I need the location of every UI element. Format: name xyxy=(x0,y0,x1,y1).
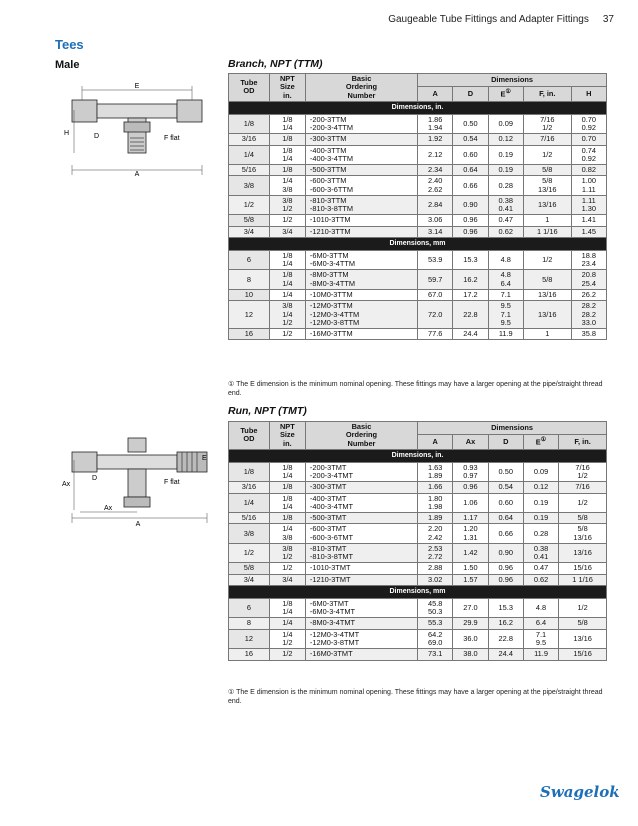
table-cell: 1/4 1/2 xyxy=(269,629,305,649)
table-cell: 0.28 xyxy=(523,524,558,544)
table-cell: -300-3TMT xyxy=(305,482,417,493)
table-cell: 0.66 xyxy=(453,176,488,196)
table-cell: 0.82 xyxy=(571,165,606,176)
table-cell: 4.8 6.4 xyxy=(488,270,523,290)
table-cell: 1 xyxy=(523,329,571,340)
table-cell: 17.2 xyxy=(453,290,488,301)
table-cell: 1.86 1.94 xyxy=(418,114,453,134)
table-cell: 0.64 xyxy=(488,513,523,524)
table-cell: -8M0-3TTM -8M0-3-4TTM xyxy=(305,270,417,290)
table-cell: 0.70 0.92 xyxy=(571,114,606,134)
table-cell: -12M0-3TTM -12M0-3-4TTM -12M0-3-8TTM xyxy=(305,301,417,329)
table-cell: -16M0-3TTM xyxy=(305,329,417,340)
table-row xyxy=(229,195,607,215)
table-cell: -12M0-3-4TMT -12M0-3-8TMT xyxy=(305,629,417,649)
table-cell: 5/8 13/16 xyxy=(559,524,607,544)
dim-e-label: E xyxy=(202,455,207,462)
table-cell: 16.2 xyxy=(488,618,523,629)
table-cell: 22.8 xyxy=(453,301,488,329)
table-cell: 1/4 xyxy=(269,290,305,301)
table-row xyxy=(229,462,607,482)
hdr-ordering: Basic Ordering Number xyxy=(305,422,417,450)
table-cell: 20.8 25.4 xyxy=(571,270,606,290)
table-cell: 1/4 3/8 xyxy=(269,524,305,544)
hdr-dimensions: Dimensions xyxy=(418,422,607,435)
table-row xyxy=(229,482,607,493)
table-cell: 3/8 xyxy=(229,176,270,196)
table-cell: 26.2 xyxy=(571,290,606,301)
table-cell: 12 xyxy=(229,301,270,329)
table-cell: 0.90 xyxy=(453,195,488,215)
table-cell: 1/8 xyxy=(269,482,305,493)
table-cell: 5/8 xyxy=(523,270,571,290)
table-cell: 0.96 xyxy=(488,563,523,574)
table-cell: 1/8 xyxy=(269,513,305,524)
table-cell: 1/8 xyxy=(269,165,305,176)
table-cell: 2.20 2.42 xyxy=(418,524,453,544)
table-cell: 36.0 xyxy=(453,629,488,649)
table-cell: 0.93 0.97 xyxy=(453,462,488,482)
table-cell: 0.09 xyxy=(488,114,523,134)
hdr-npt: NPT Size in. xyxy=(269,74,305,102)
table-cell: -10M0-3TTM xyxy=(305,290,417,301)
table-cell: 1.89 xyxy=(418,513,453,524)
hdr-ax: Ax xyxy=(453,435,488,450)
table-cell: 18.8 23.4 xyxy=(571,250,606,270)
table-cell: 0.70 xyxy=(571,134,606,145)
table-cell: 3/4 xyxy=(269,574,305,585)
ttm-table xyxy=(228,73,607,340)
table-cell: 0.19 xyxy=(488,145,523,165)
table-cell: 2.12 xyxy=(418,145,453,165)
units-label: Dimensions, in. xyxy=(229,449,607,462)
table-cell: 2.88 xyxy=(418,563,453,574)
table-cell: 7/16 1/2 xyxy=(523,114,571,134)
page-number: 37 xyxy=(602,14,614,25)
header-title: Gaugeable Tube Fittings and Adapter Fittings xyxy=(388,14,589,25)
table-cell: 1.42 xyxy=(453,543,488,563)
table-cell: 3/8 1/2 xyxy=(269,543,305,563)
table-cell: 1/8 xyxy=(229,114,270,134)
table-cell: 15.3 xyxy=(453,250,488,270)
table-cell: 1/2 xyxy=(523,145,571,165)
table-cell: 6 xyxy=(229,598,270,618)
table-cell: -400-3TMT -400-3-4TMT xyxy=(305,493,417,513)
table-cell: 9.5 7.1 9.5 xyxy=(488,301,523,329)
table-cell: 2.34 xyxy=(418,165,453,176)
hdr-d: D xyxy=(453,87,488,102)
table-cell: 55.3 xyxy=(418,618,453,629)
table-cell: 1 1/16 xyxy=(559,574,607,585)
table-cell: 8 xyxy=(229,618,270,629)
table-cell: -6M0-3TMT -6M0-3-4TMT xyxy=(305,598,417,618)
table-cell: 2.40 2.62 xyxy=(418,176,453,196)
subhead-male: Male xyxy=(55,59,80,71)
table-cell: 1.41 xyxy=(571,215,606,226)
dim-ax-bottom-label: Ax xyxy=(104,505,113,512)
table-cell: -500-3TTM xyxy=(305,165,417,176)
table-cell: 1/2 xyxy=(229,543,270,563)
units-label-row xyxy=(229,586,607,599)
table-cell: 0.74 0.92 xyxy=(571,145,606,165)
table-cell: 0.12 xyxy=(488,134,523,145)
table-cell: 1/8 1/4 xyxy=(269,598,305,618)
table-row xyxy=(229,598,607,618)
table-cell: 7/16 xyxy=(523,134,571,145)
table-row xyxy=(229,215,607,226)
table-cell: 3/16 xyxy=(229,482,270,493)
hdr-ordering: Basic Ordering Number xyxy=(305,74,417,102)
table-cell: 0.60 xyxy=(488,493,523,513)
dim-a-label: A xyxy=(134,171,140,178)
table-cell: 12 xyxy=(229,629,270,649)
table-cell: 1/2 xyxy=(269,649,305,660)
table-row xyxy=(229,574,607,585)
table-cell: 1.00 1.11 xyxy=(571,176,606,196)
table-cell: 5/8 13/16 xyxy=(523,176,571,196)
table-cell: 1.63 1.89 xyxy=(418,462,453,482)
table-row xyxy=(229,493,607,513)
table-cell: 0.54 xyxy=(488,482,523,493)
dim-f-label: F flat xyxy=(164,479,180,486)
table-cell: 1/8 1/4 xyxy=(269,250,305,270)
table-cell: 1/2 xyxy=(523,250,571,270)
table-cell: 1/8 1/4 xyxy=(269,462,305,482)
table-row xyxy=(229,114,607,134)
table-cell: 77.6 xyxy=(418,329,453,340)
table-row xyxy=(229,629,607,649)
table-cell: -6M0-3TTM -6M0-3-4TTM xyxy=(305,250,417,270)
table-cell: 4.8 xyxy=(523,598,558,618)
table-cell: 1/8 1/4 xyxy=(269,493,305,513)
table-cell: 1 1/16 xyxy=(523,226,571,237)
table-cell: 13/16 xyxy=(523,195,571,215)
table-cell: 1.45 xyxy=(571,226,606,237)
table-cell: 3.02 xyxy=(418,574,453,585)
hdr-a: A xyxy=(418,435,453,450)
table-cell: 6 xyxy=(229,250,270,270)
table-cell: 13/16 xyxy=(559,543,607,563)
table-cell: 8 xyxy=(229,270,270,290)
units-label: Dimensions, in. xyxy=(229,101,607,114)
table-cell: 0.19 xyxy=(488,165,523,176)
table-cell: 0.47 xyxy=(523,563,558,574)
table-cell: 1/8 xyxy=(269,134,305,145)
table-cell: 1.92 xyxy=(418,134,453,145)
table-cell: 4.8 xyxy=(488,250,523,270)
table-cell: 0.38 0.41 xyxy=(488,195,523,215)
table-cell: 0.47 xyxy=(488,215,523,226)
table-cell: 7/16 xyxy=(559,482,607,493)
dim-h-label: H xyxy=(64,130,70,137)
table-cell: 72.0 xyxy=(418,301,453,329)
table-cell: 27.0 xyxy=(453,598,488,618)
table-cell: -500-3TMT xyxy=(305,513,417,524)
table-cell: -1010-3TMT xyxy=(305,563,417,574)
table-cell: -400-3TTM -400-3-4TTM xyxy=(305,145,417,165)
ttm-footnote: ① The E dimension is the minimum nominal opening. These fittings may have a larger opening at the pipe/straight thread end. xyxy=(228,381,603,398)
table-cell: -200-3TMT -200-3-4TMT xyxy=(305,462,417,482)
units-label-row xyxy=(229,101,607,114)
table-row xyxy=(229,250,607,270)
table-cell: 5/8 xyxy=(523,165,571,176)
table-cell: 0.64 xyxy=(453,165,488,176)
table-cell: 1.06 xyxy=(453,493,488,513)
table-cell: -810-3TMT -810-3-8TMT xyxy=(305,543,417,563)
table-row xyxy=(229,145,607,165)
table-cell: 16 xyxy=(229,329,270,340)
table-cell: 5/16 xyxy=(229,513,270,524)
tmt-title: Run, NPT (TMT) xyxy=(228,405,307,417)
table-cell: 1/8 1/4 xyxy=(269,145,305,165)
table-cell: 10 xyxy=(229,290,270,301)
table-cell: 1/4 3/8 xyxy=(269,176,305,196)
table-row xyxy=(229,329,607,340)
table-cell: 0.96 xyxy=(453,226,488,237)
table-cell: 0.28 xyxy=(488,176,523,196)
table-cell: 0.90 xyxy=(488,543,523,563)
table-row xyxy=(229,134,607,145)
units-label: Dimensions, mm xyxy=(229,238,607,251)
table-row xyxy=(229,226,607,237)
table-cell: 1/2 xyxy=(559,598,607,618)
table-cell: 0.19 xyxy=(523,513,558,524)
hdr-tube-od: Tube OD xyxy=(229,74,270,102)
table-row xyxy=(229,563,607,574)
table-row xyxy=(229,618,607,629)
dim-ax-left-label: Ax xyxy=(62,481,71,488)
table-cell: 1.11 1.30 xyxy=(571,195,606,215)
table-cell: -810-3TTM -810-3-8TTM xyxy=(305,195,417,215)
table-cell: 0.96 xyxy=(453,215,488,226)
dim-d-label: D xyxy=(94,133,100,140)
table-cell: -1210-3TMT xyxy=(305,574,417,585)
table-cell: 0.96 xyxy=(453,482,488,493)
table-cell: 3.06 xyxy=(418,215,453,226)
hdr-h: H xyxy=(571,87,606,102)
table-cell: -1210-3TTM xyxy=(305,226,417,237)
table-cell: 0.60 xyxy=(453,145,488,165)
table-cell: 1/8 1/4 xyxy=(269,114,305,134)
table-cell: 45.8 50.3 xyxy=(418,598,453,618)
table-cell: 0.54 xyxy=(453,134,488,145)
section-title: Tees xyxy=(55,37,84,52)
table-cell: 29.9 xyxy=(453,618,488,629)
table-cell: 28.2 28.2 33.0 xyxy=(571,301,606,329)
table-cell: 53.9 xyxy=(418,250,453,270)
table-cell: 2.84 xyxy=(418,195,453,215)
units-label: Dimensions, mm xyxy=(229,586,607,599)
table-cell: 3/4 xyxy=(269,226,305,237)
table-cell: 1.50 xyxy=(453,563,488,574)
table-cell: 3/8 1/4 1/2 xyxy=(269,301,305,329)
table-cell: 0.09 xyxy=(523,462,558,482)
table-cell: 1/8 1/4 xyxy=(269,270,305,290)
table-cell: 1 xyxy=(523,215,571,226)
table-cell: -300-3TTM xyxy=(305,134,417,145)
swagelok-logo: Swagelok xyxy=(540,783,620,801)
table-cell: 1.80 1.98 xyxy=(418,493,453,513)
hdr-e: E① xyxy=(488,87,523,102)
table-cell: 73.1 xyxy=(418,649,453,660)
table-cell: 64.2 69.0 xyxy=(418,629,453,649)
table-cell: 1/4 xyxy=(229,145,270,165)
table-cell: 1.17 xyxy=(453,513,488,524)
hdr-f: F, in. xyxy=(523,87,571,102)
page-header xyxy=(388,14,614,25)
table-row xyxy=(229,649,607,660)
table-cell: 5/8 xyxy=(559,513,607,524)
table-cell: 3/4 xyxy=(229,226,270,237)
table-cell: 24.4 xyxy=(453,329,488,340)
table-cell: 5/8 xyxy=(229,563,270,574)
table-cell: 13/16 xyxy=(559,629,607,649)
table-cell: 1.66 xyxy=(418,482,453,493)
table-cell: 1/2 xyxy=(269,563,305,574)
table-cell: 7.1 xyxy=(488,290,523,301)
table-cell: 3/4 xyxy=(229,574,270,585)
table-cell: 13/16 xyxy=(523,301,571,329)
table-row xyxy=(229,270,607,290)
table-cell: 16 xyxy=(229,649,270,660)
table-cell: 1/2 xyxy=(269,329,305,340)
units-label-row xyxy=(229,449,607,462)
table-cell: -600-3TMT -600-3-6TMT xyxy=(305,524,417,544)
table-cell: 1/2 xyxy=(229,195,270,215)
table-row xyxy=(229,176,607,196)
table-cell: 3/16 xyxy=(229,134,270,145)
table-cell: 1/2 xyxy=(269,215,305,226)
table-cell: 0.62 xyxy=(523,574,558,585)
ttm-title: Branch, NPT (TTM) xyxy=(228,58,323,70)
table-cell: 22.8 xyxy=(488,629,523,649)
hdr-e: E① xyxy=(523,435,558,450)
hdr-tube-od: Tube OD xyxy=(229,422,270,450)
table-row xyxy=(229,513,607,524)
table-cell: 7/16 1/2 xyxy=(559,462,607,482)
table-cell: 15/16 xyxy=(559,563,607,574)
table-cell: 1/2 xyxy=(559,493,607,513)
table-cell: 2.53 2.72 xyxy=(418,543,453,563)
table-cell: 11.9 xyxy=(488,329,523,340)
table-cell: -600-3TTM -600-3-6TTM xyxy=(305,176,417,196)
tmt-footnote: ① The E dimension is the minimum nominal opening. These fittings may have a larger opening at the pipe/straight thread end. xyxy=(228,689,603,706)
dim-e-label: E xyxy=(134,83,140,90)
table-cell: 1/4 xyxy=(269,618,305,629)
table-row xyxy=(229,290,607,301)
table-cell: 3.14 xyxy=(418,226,453,237)
table-cell: 0.62 xyxy=(488,226,523,237)
table-row xyxy=(229,301,607,329)
dim-f-label: F flat xyxy=(164,135,180,142)
table-row xyxy=(229,543,607,563)
ttm-drawing xyxy=(62,80,212,180)
table-cell: 1/8 xyxy=(229,462,270,482)
table-cell: 15.3 xyxy=(488,598,523,618)
table-row xyxy=(229,524,607,544)
table-cell: 1.57 xyxy=(453,574,488,585)
hdr-dimensions: Dimensions xyxy=(418,74,607,87)
table-cell: 0.50 xyxy=(453,114,488,134)
table-cell: 15/16 xyxy=(559,649,607,660)
hdr-a: A xyxy=(418,87,453,102)
table-cell: 16.2 xyxy=(453,270,488,290)
table-cell: 3/8 1/2 xyxy=(269,195,305,215)
dim-d-label: D xyxy=(92,475,98,482)
table-cell: 59.7 xyxy=(418,270,453,290)
tmt-drawing xyxy=(62,430,212,530)
units-label-row xyxy=(229,238,607,251)
hdr-d: D xyxy=(488,435,523,450)
table-cell: 7.1 9.5 xyxy=(523,629,558,649)
table-cell: 13/16 xyxy=(523,290,571,301)
table-cell: 0.12 xyxy=(523,482,558,493)
table-cell: 0.38 0.41 xyxy=(523,543,558,563)
hdr-f: F, in. xyxy=(559,435,607,450)
table-cell: 1/4 xyxy=(229,493,270,513)
table-cell: 5/16 xyxy=(229,165,270,176)
table-cell: 1.20 1.31 xyxy=(453,524,488,544)
table-cell: 6.4 xyxy=(523,618,558,629)
table-cell: 5/8 xyxy=(229,215,270,226)
table-cell: 11.9 xyxy=(523,649,558,660)
table-cell: 67.0 xyxy=(418,290,453,301)
tmt-table xyxy=(228,421,607,661)
table-cell: 5/8 xyxy=(559,618,607,629)
table-cell: 3/8 xyxy=(229,524,270,544)
table-cell: 0.50 xyxy=(488,462,523,482)
table-cell: 24.4 xyxy=(488,649,523,660)
table-row xyxy=(229,165,607,176)
hdr-npt: NPT Size in. xyxy=(269,422,305,450)
dim-a-label: A xyxy=(135,521,141,528)
table-cell: 35.8 xyxy=(571,329,606,340)
table-cell: 0.19 xyxy=(523,493,558,513)
table-cell: -8M0-3-4TMT xyxy=(305,618,417,629)
table-cell: 0.96 xyxy=(488,574,523,585)
table-cell: -1010-3TTM xyxy=(305,215,417,226)
table-cell: -16M0-3TMT xyxy=(305,649,417,660)
table-cell: 0.66 xyxy=(488,524,523,544)
table-cell: 38.0 xyxy=(453,649,488,660)
table-cell: -200-3TTM -200-3-4TTM xyxy=(305,114,417,134)
